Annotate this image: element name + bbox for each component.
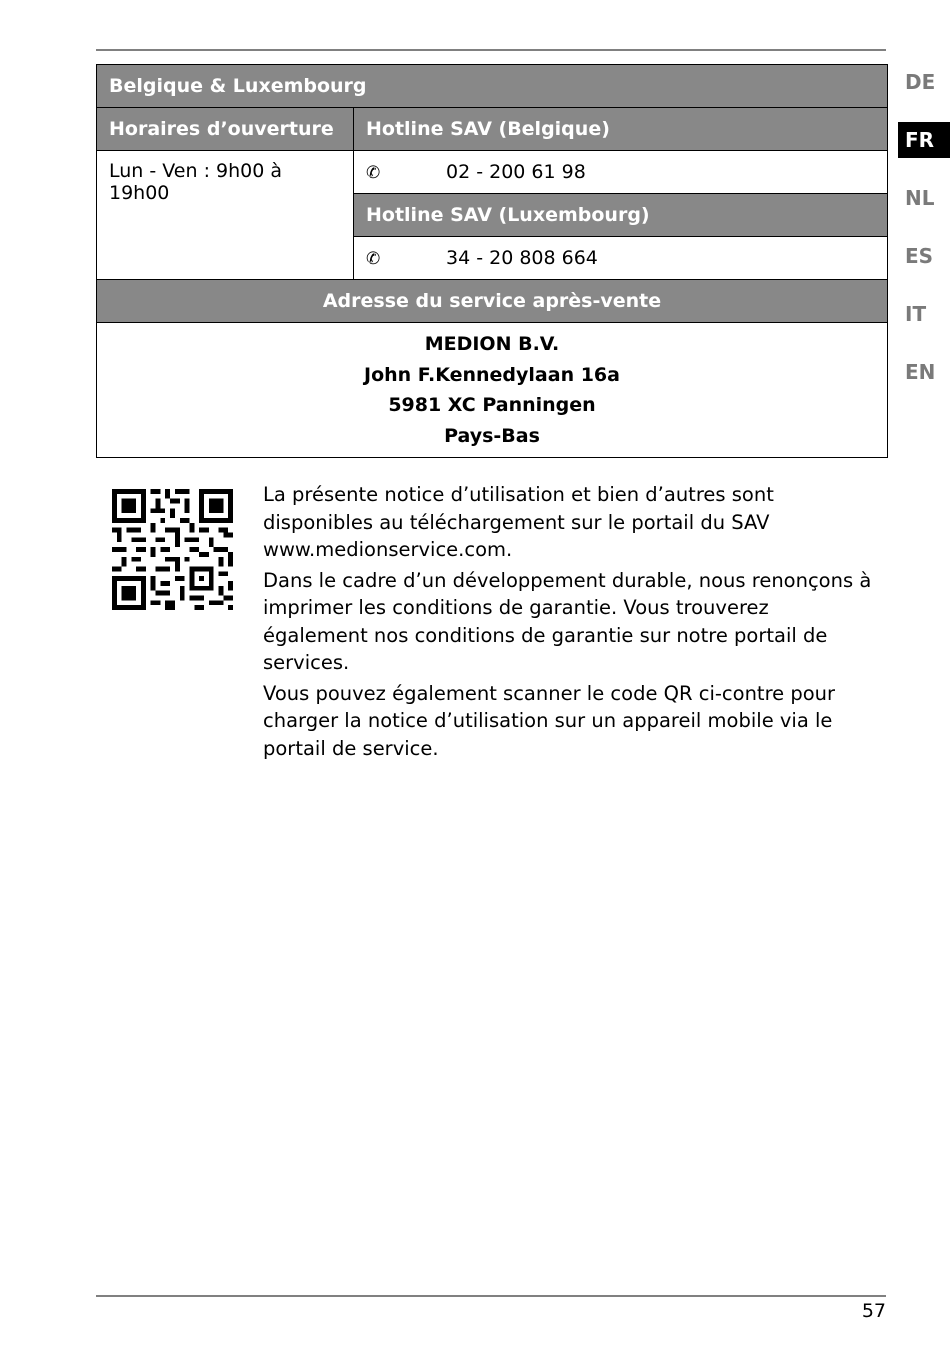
service-address: [97, 323, 888, 458]
hours-value: Lun - Ven : 9h00 à 19h00: [97, 151, 354, 280]
address-line: 5981 XC Panningen: [388, 394, 596, 416]
hotline-belgium-phone: 02 - 200 61 98: [446, 161, 586, 183]
bottom-rule: [96, 1295, 886, 1297]
hotline-luxembourg-header: Hotline SAV (Luxembourg): [354, 194, 888, 237]
page-number: 57: [861, 1300, 886, 1322]
info-paragraph-qr: Vous pouvez également scanner le code QR ci-contre pour charger la notice d’utilisation sur un appareil mobile via le portail de service.: [263, 681, 836, 760]
hotline-luxembourg-phone: 34 - 20 808 664: [446, 247, 598, 269]
lang-tab-es[interactable]: ES: [905, 244, 934, 268]
service-contact-table: [96, 64, 888, 458]
language-tabs: [898, 64, 950, 412]
lang-tab-fr[interactable]: FR: [898, 122, 950, 158]
address-header: Adresse du service après-vente: [97, 280, 888, 323]
download-info: [263, 481, 873, 765]
info-paragraph-warranty: Dans le cadre d’un développement durable, nous renonçons à imprimer les conditions de garantie. Vous trouverez également nos conditions de garantie sur notre portail de services.: [263, 568, 872, 674]
top-rule: [96, 49, 886, 51]
hotline-belgium-row: [354, 151, 888, 194]
hours-header: Horaires d’ouverture: [97, 108, 354, 151]
region-title: Belgique & Luxembourg: [97, 65, 888, 108]
qr-code: [112, 489, 233, 610]
address-line: Pays-Bas: [444, 424, 540, 447]
address-line: John F.Kennedylaan 16a: [364, 363, 620, 386]
address-line: MEDION B.V.: [424, 333, 560, 355]
hotline-luxembourg-row: [354, 237, 888, 280]
info-paragraph-download: La présente notice d’utilisation et bien d’autres sont disponibles au téléchargement sur le portail du SAV www.medionservice.com.: [263, 483, 774, 561]
lang-tab-de[interactable]: DE: [905, 70, 936, 94]
lang-tab-nl[interactable]: NL: [905, 186, 935, 210]
telephone-icon: ✆: [366, 163, 381, 183]
lang-tab-it[interactable]: IT: [905, 302, 927, 326]
lang-tab-en[interactable]: EN: [905, 360, 936, 384]
hotline-belgium-header: Hotline SAV (Belgique): [354, 108, 888, 151]
telephone-icon: ✆: [366, 249, 381, 269]
